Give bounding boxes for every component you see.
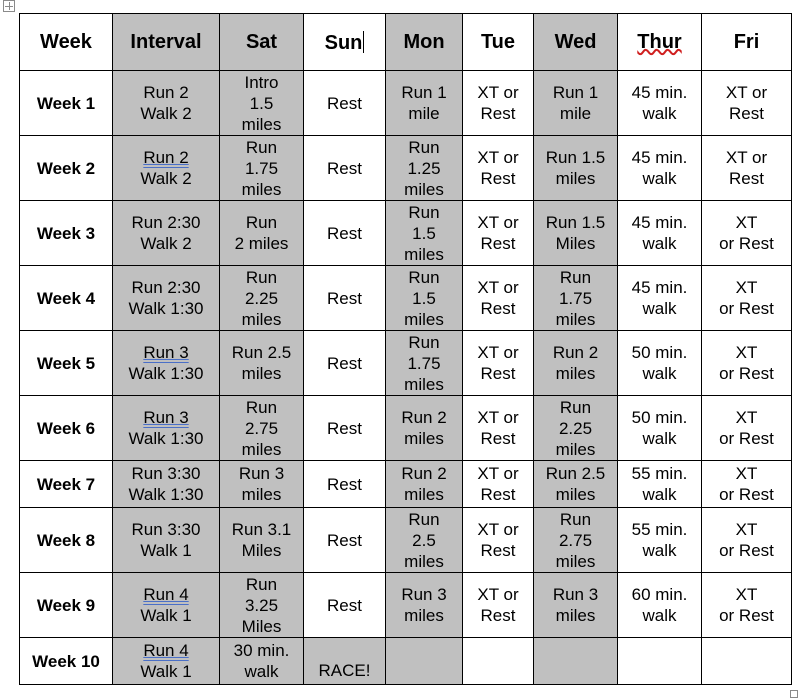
interval-text: Walk 2 bbox=[140, 234, 192, 253]
interval-cell[interactable] bbox=[113, 71, 220, 136]
sat-text: Run bbox=[245, 574, 278, 594]
week-cell[interactable]: Week 7 bbox=[20, 461, 113, 508]
sat-text: Run 3.1 bbox=[231, 520, 292, 539]
tue-text: Rest bbox=[480, 485, 516, 504]
mon-text: Run 2 bbox=[401, 408, 447, 427]
wed-text: miles bbox=[555, 309, 596, 329]
interval-text: Run 2:30 bbox=[131, 278, 201, 297]
sat-text: 2.25 bbox=[244, 288, 279, 308]
thur-text: walk bbox=[642, 429, 677, 448]
sat-text: Miles bbox=[241, 541, 282, 560]
fri-text: Rest bbox=[729, 169, 764, 188]
mon-text: 1.5 bbox=[412, 288, 436, 308]
fri-text: XT or bbox=[725, 148, 768, 167]
thur-text: walk bbox=[642, 299, 677, 318]
mon-cell[interactable] bbox=[386, 396, 463, 461]
mon-cell[interactable] bbox=[386, 136, 463, 201]
mon-cell[interactable] bbox=[386, 71, 463, 136]
sat-cell[interactable] bbox=[220, 266, 304, 331]
tue-text: XT or bbox=[477, 83, 519, 102]
tue-text: XT or bbox=[477, 408, 519, 427]
sat-cell[interactable] bbox=[220, 331, 304, 396]
sun-cell[interactable] bbox=[304, 201, 386, 266]
sat-text: Run 3 bbox=[238, 464, 285, 483]
table-row bbox=[20, 266, 792, 331]
wed-text: miles bbox=[555, 551, 596, 571]
table-row bbox=[20, 508, 792, 573]
tue-text: Rest bbox=[480, 606, 516, 625]
sat-cell[interactable] bbox=[220, 396, 304, 461]
mon-text: 1.25 bbox=[407, 158, 441, 178]
sun-text: Rest bbox=[327, 93, 362, 113]
sun-text: Rest bbox=[327, 353, 362, 373]
wed-text: 2.25 bbox=[558, 418, 593, 438]
training-schedule-table bbox=[19, 13, 792, 685]
interval-cell[interactable] bbox=[113, 136, 220, 201]
thur-cell[interactable] bbox=[618, 461, 702, 508]
mon-text: Run bbox=[408, 137, 440, 157]
interval-text: Run 2:30 bbox=[131, 213, 201, 232]
mon-text: miles bbox=[404, 485, 444, 504]
interval-cell[interactable] bbox=[113, 638, 220, 685]
mon-cell[interactable] bbox=[386, 638, 463, 685]
tue-cell[interactable] bbox=[463, 71, 534, 136]
week-cell[interactable]: Week 5 bbox=[20, 331, 113, 396]
sun-text: Rest bbox=[327, 595, 362, 615]
fri-cell[interactable] bbox=[702, 508, 792, 573]
interval-cell[interactable] bbox=[113, 266, 220, 331]
fri-text: XT bbox=[735, 408, 758, 427]
sat-text: miles bbox=[241, 179, 282, 199]
tue-text: Rest bbox=[480, 364, 516, 383]
mon-text: Run bbox=[408, 509, 440, 529]
wed-cell[interactable] bbox=[534, 508, 618, 573]
sun-text: Rest bbox=[327, 288, 362, 308]
sat-text: Run 2.5 bbox=[231, 343, 292, 362]
tue-text: XT or bbox=[477, 585, 519, 604]
interval-text: Walk 1:30 bbox=[128, 299, 204, 318]
fri-cell[interactable] bbox=[702, 396, 792, 461]
sat-cell[interactable] bbox=[220, 201, 304, 266]
table-row bbox=[20, 136, 792, 201]
week-cell[interactable]: Week 10 bbox=[20, 638, 113, 685]
sun-cell[interactable] bbox=[304, 71, 386, 136]
header-thur[interactable] bbox=[618, 14, 702, 71]
interval-cell[interactable] bbox=[113, 508, 220, 573]
thur-cell[interactable] bbox=[618, 71, 702, 136]
table-row bbox=[20, 71, 792, 136]
interval-text: Run 3:30 bbox=[131, 520, 201, 539]
wed-cell[interactable] bbox=[534, 573, 618, 638]
sat-text: miles bbox=[241, 114, 282, 134]
sat-text: 2 miles bbox=[234, 234, 289, 253]
tue-text: Rest bbox=[480, 169, 516, 188]
sun-text: RACE! bbox=[318, 661, 371, 680]
tue-text: Rest bbox=[480, 104, 516, 123]
tue-cell[interactable] bbox=[463, 136, 534, 201]
interval-text: Run 4 bbox=[143, 585, 189, 604]
table-resize-handle-icon[interactable] bbox=[790, 690, 798, 698]
mon-text: miles bbox=[404, 429, 444, 448]
thur-cell[interactable] bbox=[618, 638, 702, 685]
sat-text: 2.75 bbox=[244, 418, 279, 438]
week-cell[interactable]: Week 3 bbox=[20, 201, 113, 266]
fri-cell[interactable] bbox=[702, 573, 792, 638]
sun-cell[interactable] bbox=[304, 508, 386, 573]
tue-text: XT or bbox=[477, 278, 519, 297]
wed-cell[interactable] bbox=[534, 136, 618, 201]
week-cell[interactable]: Week 1 bbox=[20, 71, 113, 136]
sat-text: Run bbox=[245, 397, 278, 417]
tue-cell[interactable] bbox=[463, 638, 534, 685]
interval-cell[interactable] bbox=[113, 461, 220, 508]
fri-text: XT bbox=[735, 585, 758, 604]
fri-cell[interactable] bbox=[702, 201, 792, 266]
fri-text: XT bbox=[735, 278, 758, 297]
fri-text: or Rest bbox=[719, 606, 774, 625]
mon-text: miles bbox=[404, 244, 444, 264]
thur-cell[interactable] bbox=[618, 136, 702, 201]
wed-text: 1.75 bbox=[558, 288, 593, 308]
interval-text: Walk 1:30 bbox=[128, 364, 204, 383]
table-row bbox=[20, 201, 792, 266]
thur-text: walk bbox=[642, 541, 677, 560]
mon-text: 1.5 bbox=[412, 223, 436, 243]
thur-text: 60 min. bbox=[631, 585, 688, 604]
fri-text: Rest bbox=[729, 104, 764, 123]
interval-text: Run 2 bbox=[143, 83, 189, 102]
sun-text: Rest bbox=[327, 158, 362, 178]
interval-text: Walk 1 bbox=[140, 662, 192, 681]
mon-cell[interactable] bbox=[386, 331, 463, 396]
mon-text: 2.5 bbox=[412, 530, 436, 550]
thur-text: walk bbox=[642, 364, 677, 383]
fri-cell[interactable] bbox=[702, 136, 792, 201]
table-row bbox=[20, 331, 792, 396]
tue-cell[interactable] bbox=[463, 331, 534, 396]
sun-cell[interactable] bbox=[304, 266, 386, 331]
thur-text: walk bbox=[642, 169, 677, 188]
wed-text: miles bbox=[555, 606, 596, 625]
interval-text: Walk 1 bbox=[140, 541, 192, 560]
sat-text: miles bbox=[241, 485, 282, 504]
sat-cell[interactable] bbox=[220, 508, 304, 573]
thur-cell[interactable] bbox=[618, 396, 702, 461]
sat-cell[interactable] bbox=[220, 461, 304, 508]
wed-cell[interactable] bbox=[534, 396, 618, 461]
fri-text: or Rest bbox=[719, 234, 774, 253]
thur-text: 45 min. bbox=[631, 83, 688, 102]
wed-text: Run 2 bbox=[552, 343, 599, 362]
header-week[interactable]: Week bbox=[20, 14, 113, 71]
fri-text: or Rest bbox=[719, 364, 774, 383]
wed-text: Run bbox=[559, 267, 592, 287]
sat-cell[interactable] bbox=[220, 573, 304, 638]
tue-text: XT or bbox=[477, 520, 519, 539]
tue-text: Rest bbox=[480, 299, 516, 318]
sun-cell[interactable] bbox=[304, 136, 386, 201]
wed-text: Run 1.5 bbox=[545, 213, 606, 232]
table-row bbox=[20, 638, 792, 685]
week-cell[interactable]: Week 8 bbox=[20, 508, 113, 573]
thur-cell[interactable] bbox=[618, 573, 702, 638]
thur-text: 50 min. bbox=[631, 408, 688, 427]
table-move-handle-icon[interactable] bbox=[3, 0, 15, 12]
wed-text: miles bbox=[555, 364, 596, 383]
thur-text: walk bbox=[642, 104, 677, 123]
fri-cell[interactable] bbox=[702, 266, 792, 331]
fri-text: or Rest bbox=[719, 541, 774, 560]
table-row bbox=[20, 573, 792, 638]
interval-cell[interactable] bbox=[113, 573, 220, 638]
tue-cell[interactable] bbox=[463, 396, 534, 461]
sun-cell[interactable] bbox=[304, 638, 386, 685]
sat-cell[interactable] bbox=[220, 71, 304, 136]
thur-cell[interactable] bbox=[618, 201, 702, 266]
header-sun[interactable] bbox=[304, 14, 386, 71]
wed-text: Run bbox=[559, 509, 592, 529]
mon-text: Run bbox=[408, 332, 440, 352]
interval-text: Run 3:30 bbox=[131, 464, 201, 483]
interval-text: Walk 1:30 bbox=[128, 485, 204, 504]
interval-cell[interactable] bbox=[113, 331, 220, 396]
thur-cell[interactable] bbox=[618, 266, 702, 331]
tue-cell[interactable] bbox=[463, 573, 534, 638]
mon-text: 1.75 bbox=[407, 353, 441, 373]
thur-text: walk bbox=[642, 234, 677, 253]
thur-cell[interactable] bbox=[618, 331, 702, 396]
header-fri[interactable]: Fri bbox=[702, 14, 792, 71]
fri-text: or Rest bbox=[719, 429, 774, 448]
sun-text: Rest bbox=[327, 418, 362, 438]
sat-text: Intro bbox=[244, 72, 279, 92]
fri-text: XT bbox=[735, 464, 758, 483]
sat-text: miles bbox=[241, 309, 282, 329]
mon-text: Run bbox=[408, 267, 440, 287]
thur-text: 45 min. bbox=[631, 213, 688, 232]
sat-text: Run bbox=[245, 267, 278, 287]
wed-text: mile bbox=[559, 104, 592, 123]
table-row bbox=[20, 461, 792, 508]
fri-cell[interactable] bbox=[702, 331, 792, 396]
tue-text: XT or bbox=[477, 464, 519, 483]
sun-cell[interactable] bbox=[304, 461, 386, 508]
wed-cell[interactable] bbox=[534, 638, 618, 685]
week-cell[interactable]: Week 4 bbox=[20, 266, 113, 331]
thur-cell[interactable] bbox=[618, 508, 702, 573]
wed-text: Run 3 bbox=[552, 585, 599, 604]
thur-text: 45 min. bbox=[631, 148, 688, 167]
interval-cell[interactable] bbox=[113, 201, 220, 266]
wed-text: miles bbox=[555, 485, 596, 504]
wed-cell[interactable] bbox=[534, 201, 618, 266]
sun-text: Rest bbox=[327, 223, 362, 243]
wed-text: Run 1 bbox=[552, 83, 599, 102]
tue-text: Rest bbox=[480, 234, 516, 253]
fri-text: XT or bbox=[725, 83, 768, 102]
mon-text: miles bbox=[404, 309, 444, 329]
sat-text: Miles bbox=[241, 616, 282, 636]
header-mon[interactable]: Mon bbox=[386, 14, 463, 71]
tue-cell[interactable] bbox=[463, 201, 534, 266]
header-thur-label: Thur bbox=[637, 30, 682, 53]
interval-text: Walk 2 bbox=[140, 169, 192, 188]
sat-text: miles bbox=[241, 439, 282, 459]
mon-text: Run bbox=[408, 202, 440, 222]
interval-text: Run 3 bbox=[143, 408, 189, 427]
interval-text: Walk 2 bbox=[140, 104, 192, 123]
interval-text: Walk 1:30 bbox=[128, 429, 204, 448]
sun-cell[interactable] bbox=[304, 396, 386, 461]
mon-cell[interactable] bbox=[386, 201, 463, 266]
wed-cell[interactable] bbox=[534, 331, 618, 396]
header-interval[interactable]: Interval bbox=[113, 14, 220, 71]
thur-text: 45 min. bbox=[631, 278, 688, 297]
tue-text: Rest bbox=[480, 541, 516, 560]
tue-text: XT or bbox=[477, 343, 519, 362]
tue-text: XT or bbox=[477, 148, 519, 167]
header-sun-label: Sun bbox=[324, 31, 363, 54]
wed-cell[interactable] bbox=[534, 461, 618, 508]
wed-text: 2.75 bbox=[558, 530, 593, 550]
table-row bbox=[20, 396, 792, 461]
mon-cell[interactable] bbox=[386, 266, 463, 331]
tue-cell[interactable] bbox=[463, 461, 534, 508]
wed-text: Run bbox=[559, 397, 592, 417]
wed-text: Miles bbox=[555, 234, 596, 253]
interval-text: Run 2 bbox=[143, 148, 189, 167]
fri-cell[interactable] bbox=[702, 638, 792, 685]
sat-text: walk bbox=[244, 662, 279, 681]
sat-cell[interactable] bbox=[220, 638, 304, 685]
tue-text: Rest bbox=[480, 429, 516, 448]
fri-cell[interactable] bbox=[702, 461, 792, 508]
mon-text: Run 3 bbox=[401, 585, 447, 604]
mon-text: miles bbox=[404, 606, 444, 625]
week-cell[interactable]: Week 2 bbox=[20, 136, 113, 201]
thur-text: walk bbox=[642, 485, 677, 504]
interval-text: Run 4 bbox=[143, 641, 189, 660]
fri-text: or Rest bbox=[719, 485, 774, 504]
sat-text: 1.75 bbox=[244, 158, 279, 178]
week-cell[interactable]: Week 6 bbox=[20, 396, 113, 461]
interval-text: Run 3 bbox=[143, 343, 189, 362]
mon-text: miles bbox=[404, 374, 444, 394]
fri-text: XT bbox=[735, 520, 758, 539]
mon-cell[interactable] bbox=[386, 508, 463, 573]
wed-text: miles bbox=[555, 439, 596, 459]
sun-text: Rest bbox=[327, 530, 362, 550]
fri-text: XT bbox=[735, 343, 758, 362]
sat-text: Run bbox=[245, 213, 278, 232]
sat-text: 1.5 bbox=[249, 93, 274, 113]
wed-text: Run 1.5 bbox=[545, 148, 606, 167]
fri-text: XT bbox=[735, 213, 758, 232]
header-row bbox=[20, 14, 792, 71]
wed-cell[interactable] bbox=[534, 71, 618, 136]
sat-text: miles bbox=[241, 364, 282, 383]
interval-text: Walk 1 bbox=[140, 606, 192, 625]
sat-cell[interactable] bbox=[220, 136, 304, 201]
text-cursor bbox=[363, 31, 364, 53]
mon-text: Run 1 bbox=[401, 83, 447, 102]
sun-cell[interactable] bbox=[304, 331, 386, 396]
sat-text: 3.25 bbox=[244, 595, 279, 615]
tue-text: XT or bbox=[477, 213, 519, 232]
mon-text: miles bbox=[404, 179, 444, 199]
thur-text: walk bbox=[642, 606, 677, 625]
sat-text: 30 min. bbox=[233, 641, 290, 660]
header-wed[interactable]: Wed bbox=[534, 14, 618, 71]
tue-cell[interactable] bbox=[463, 266, 534, 331]
sat-text: Run bbox=[245, 137, 278, 157]
fri-cell[interactable] bbox=[702, 71, 792, 136]
mon-text: miles bbox=[404, 551, 444, 571]
tue-cell[interactable] bbox=[463, 508, 534, 573]
thur-text: 50 min. bbox=[631, 343, 688, 362]
header-sat[interactable]: Sat bbox=[220, 14, 304, 71]
mon-text: Run 2 bbox=[401, 464, 447, 483]
week-cell[interactable]: Week 9 bbox=[20, 573, 113, 638]
sun-text: Rest bbox=[327, 474, 362, 494]
mon-cell[interactable] bbox=[386, 573, 463, 638]
fri-text: or Rest bbox=[719, 299, 774, 318]
wed-cell[interactable] bbox=[534, 266, 618, 331]
header-tue[interactable]: Tue bbox=[463, 14, 534, 71]
sun-cell[interactable] bbox=[304, 573, 386, 638]
wed-text: miles bbox=[555, 169, 596, 188]
interval-cell[interactable] bbox=[113, 396, 220, 461]
mon-text: mile bbox=[408, 104, 440, 123]
wed-text: Run 2.5 bbox=[545, 464, 606, 483]
thur-text: 55 min. bbox=[631, 520, 688, 539]
thur-text: 55 min. bbox=[631, 464, 688, 483]
mon-cell[interactable] bbox=[386, 461, 463, 508]
